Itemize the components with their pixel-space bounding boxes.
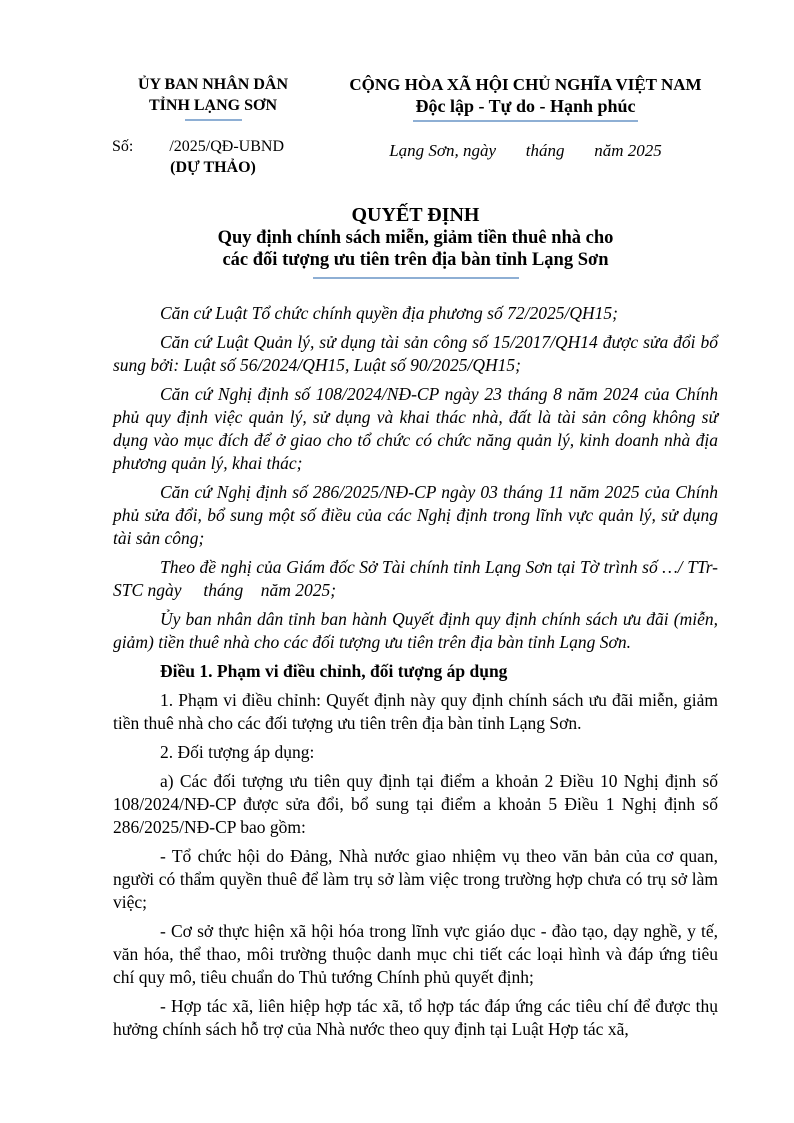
doc-number-value: /2025/QĐ-UBND xyxy=(169,138,285,155)
paragraph: - Tổ chức hội do Đảng, Nhà nước giao nhiệm vụ theo văn bản của cơ quan, người có thẩm quyền thuê để làm trụ sở làm việc trong trường hợp chưa có trụ sở làm việc; xyxy=(113,846,718,912)
doc-number-row xyxy=(112,136,314,157)
doc-type-title: QUYẾT ĐỊNH xyxy=(351,204,480,226)
paragraph: Điều 1. Phạm vi điều chỉnh, đối tượng áp dụng xyxy=(160,661,508,681)
paragraph: Theo đề nghị của Giám đốc Sở Tài chính tỉnh Lạng Sơn tại Tờ trình số …/ TTr-STC ngày tháng năm 2025; xyxy=(113,557,718,600)
paragraph: a) Các đối tượng ưu tiên quy định tại điểm a khoản 2 Điều 10 Nghị định số 108/2024/NĐ-CP được sửa đổi, bổ sung tại điểm a khoản 5 Điều 1 Nghị định số 286/2025/NĐ-CP bao gồm: xyxy=(113,771,718,837)
org-name: TỈNH LẠNG SƠN xyxy=(148,97,278,114)
document-header xyxy=(0,0,794,178)
paragraph: 2. Đối tượng áp dụng: xyxy=(160,742,315,762)
doc-number-label: Số: xyxy=(112,138,134,155)
place-date-line: Lạng Sơn, ngày tháng năm 2025 xyxy=(389,141,662,160)
paragraph: Căn cứ Luật Tổ chức chính quyền địa phương số 72/2025/QH15; xyxy=(160,303,618,323)
motto-underline xyxy=(413,120,638,122)
draft-label: (DỰ THẢO) xyxy=(170,159,256,176)
document-body xyxy=(113,302,718,1041)
national-title: CỘNG HÒA XÃ HỘI CHỦ NGHĨA VIỆT NAM xyxy=(349,75,702,94)
national-motto: Độc lập - Tự do - Hạnh phúc xyxy=(415,96,636,116)
paragraph: Căn cứ Nghị định số 108/2024/NĐ-CP ngày 23 tháng 8 năm 2024 của Chính phủ quy định việc quản lý, sử dụng và khai thác nhà, đất là tài sản công không sử dụng vào mục đích để ở giao cho tổ chức có chức năng quản lý, kinh doanh nhà địa phương quản lý, khai thác; xyxy=(113,384,718,473)
doc-subject-line2: các đối tượng ưu tiên trên địa bàn tỉnh Lạng Sơn xyxy=(222,250,609,270)
org-parent-name: ỦY BAN NHÂN DÂN xyxy=(137,76,289,93)
paragraph: Ủy ban nhân dân tỉnh ban hành Quyết định quy định chính sách ưu đãi (miễn, giảm) tiền thuê nhà cho các đối tượng ưu tiên trên địa bàn tỉnh Lạng Sơn. xyxy=(113,609,718,652)
paragraph: Căn cứ Luật Quản lý, sử dụng tài sản công số 15/2017/QH14 được sửa đổi bổ sung bởi: Luật số 56/2024/QH15, Luật số 90/2025/QH15; xyxy=(113,332,718,375)
document-content xyxy=(113,203,718,1041)
paragraph: - Cơ sở thực hiện xã hội hóa trong lĩnh vực giáo dục - đào tạo, dạy nghề, y tế, văn hóa, thể thao, môi trường thuộc danh mục chi tiết các loại hình và đáp ứng tiêu chí quy mô, tiêu chuẩn do Thủ tướng Chính phủ quyết định; xyxy=(113,921,718,987)
title-block xyxy=(113,203,718,279)
org-name-underline xyxy=(185,119,242,121)
doc-subject-line1: Quy định chính sách miễn, giảm tiền thuê nhà cho xyxy=(217,228,614,248)
paragraph: 1. Phạm vi điều chỉnh: Quyết định này quy định chính sách ưu đãi miễn, giảm tiền thuê nhà cho các đối tượng ưu tiên trên địa bàn tỉnh Lạng Sơn. xyxy=(113,690,718,733)
paragraph: Căn cứ Nghị định số 286/2025/NĐ-CP ngày 03 tháng 11 năm 2025 của Chính phủ sửa đổi, bổ sung một số điều của các Nghị định trong lĩnh vực quản lý, sử dụng tài sản công; xyxy=(113,482,718,548)
issuing-authority-block xyxy=(112,74,314,178)
paragraph: - Hợp tác xã, liên hiệp hợp tác xã, tổ hợp tác đáp ứng các tiêu chí để được thụ hưởng chính sách hỗ trợ của Nhà nước theo quy định tại Luật Hợp tác xã, xyxy=(113,996,718,1039)
national-header-block xyxy=(343,74,708,162)
title-underline xyxy=(313,277,519,279)
